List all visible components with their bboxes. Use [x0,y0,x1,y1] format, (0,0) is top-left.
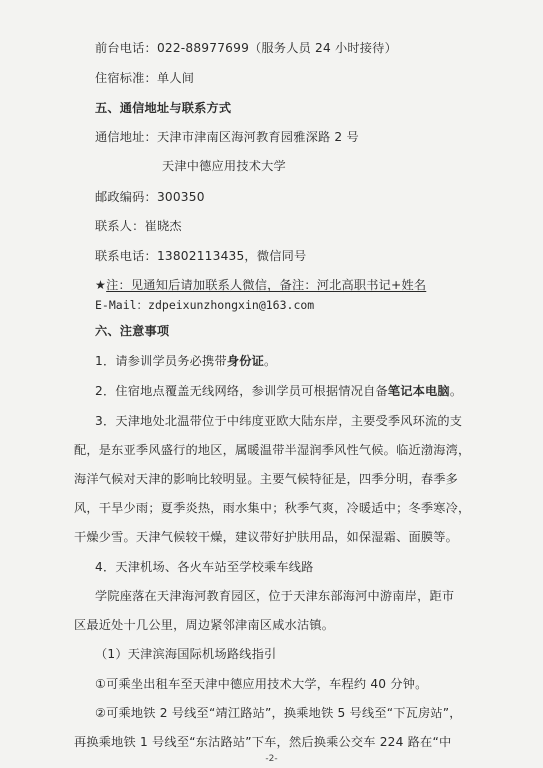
star-icon: ★ [95,278,107,292]
email-label: E-Mail： [95,298,149,312]
climate-paragraph-line3: 海洋气候对天津的影响比较明显。主要气候特征是，四季分明，春季多 [74,472,459,486]
notice-item-2-bold: 笔记本电脑 [387,384,450,398]
contact-person-value: 崔晓杰 [144,219,182,233]
contact-phone-line [95,248,306,264]
notice-item-2 [95,383,462,399]
climate-paragraph-line4: 风，干旱少雨；夏季炎热，雨水集中；秋季气爽，冷暖适中；冬季寒冷， [74,501,471,515]
airport-route-option-2-line1: ②可乘地铁 2 号线至“靖江路站”，换乘地铁 5 号线至“下瓦房站”， [95,706,462,720]
section-six-heading: 六、注意事项 [95,324,170,338]
climate-paragraph-line5: 干燥少雪。天津气候较干燥，建议带好护肤用品，如保湿霜、面膜等。 [74,530,459,544]
notice-item-2-end: 。 [449,384,463,398]
email-line [95,297,314,313]
postcode-value: 300350 [156,190,205,204]
airport-route-heading: （1）天津滨海国际机场路线指引 [95,647,277,661]
notice-item-1-bold: 身份证 [226,354,265,368]
room-standard-line [95,70,194,86]
notice-item-1 [95,353,276,369]
contact-person-line [95,218,182,234]
page-number: -2- [265,754,278,764]
wechat-note-line [95,277,426,293]
front-desk-label: 前台电话： [95,41,157,55]
front-desk-value: 022-88977699（服务人员 24 小时接待） [156,41,397,55]
contact-person-label: 联系人： [95,219,145,233]
wechat-note-text: 注：见通知后请加联系人微信，备注：河北高职书记+姓名 [106,278,427,292]
section-five-heading: 五、通信地址与联系方式 [95,101,232,115]
contact-phone-value: 13802113435，微信同号 [156,249,307,263]
address-value-line1: 天津市津南区海河教育园雅深路 2 号 [156,130,359,144]
campus-paragraph-line2: 区最近处十几公里，周边紧邻津南区咸水沽镇。 [74,618,335,632]
postcode-label: 邮政编码： [95,190,157,204]
postcode-line [95,189,205,205]
notice-item-4: 4．天津机场、各火车站至学校乘车线路 [95,560,314,574]
address-value-line2: 天津中德应用技术大学 [162,159,286,173]
room-standard-label: 住宿标准： [95,71,157,85]
email-value: zdpeixunzhongxin@163.com [148,298,315,312]
notice-item-1-end: 。 [264,354,277,368]
address-line [95,129,359,145]
climate-paragraph-line1: 3．天津地处北温带位于中纬度亚欧大陆东岸，主要受季风环流的支 [95,414,463,428]
address-label: 通信地址： [95,130,157,144]
airport-route-option-1: ①可乘坐出租车至天津中德应用技术大学，车程约 40 分钟。 [95,677,428,691]
airport-route-option-2-line2: 再换乘地铁 1 号线至“东沽路站”下车，然后换乘公交车 224 路在“中 [74,735,452,749]
front-desk-line [95,40,397,56]
notice-item-1-text: 1．请参训学员务必携带 [95,354,227,368]
campus-paragraph-line1: 学院座落在天津海河教育园区，位于天津东部海河中游南岸，距市 [95,589,455,603]
climate-paragraph-line2: 配，是东亚季风盛行的地区，属暖温带半湿润季风性气候。临近渤海湾， [74,443,471,457]
notice-item-2-text: 2．住宿地点覆盖无线网络，参训学员可根据情况自备 [95,384,388,398]
room-standard-value: 单人间 [156,71,195,85]
contact-phone-label: 联系电话： [95,249,157,263]
